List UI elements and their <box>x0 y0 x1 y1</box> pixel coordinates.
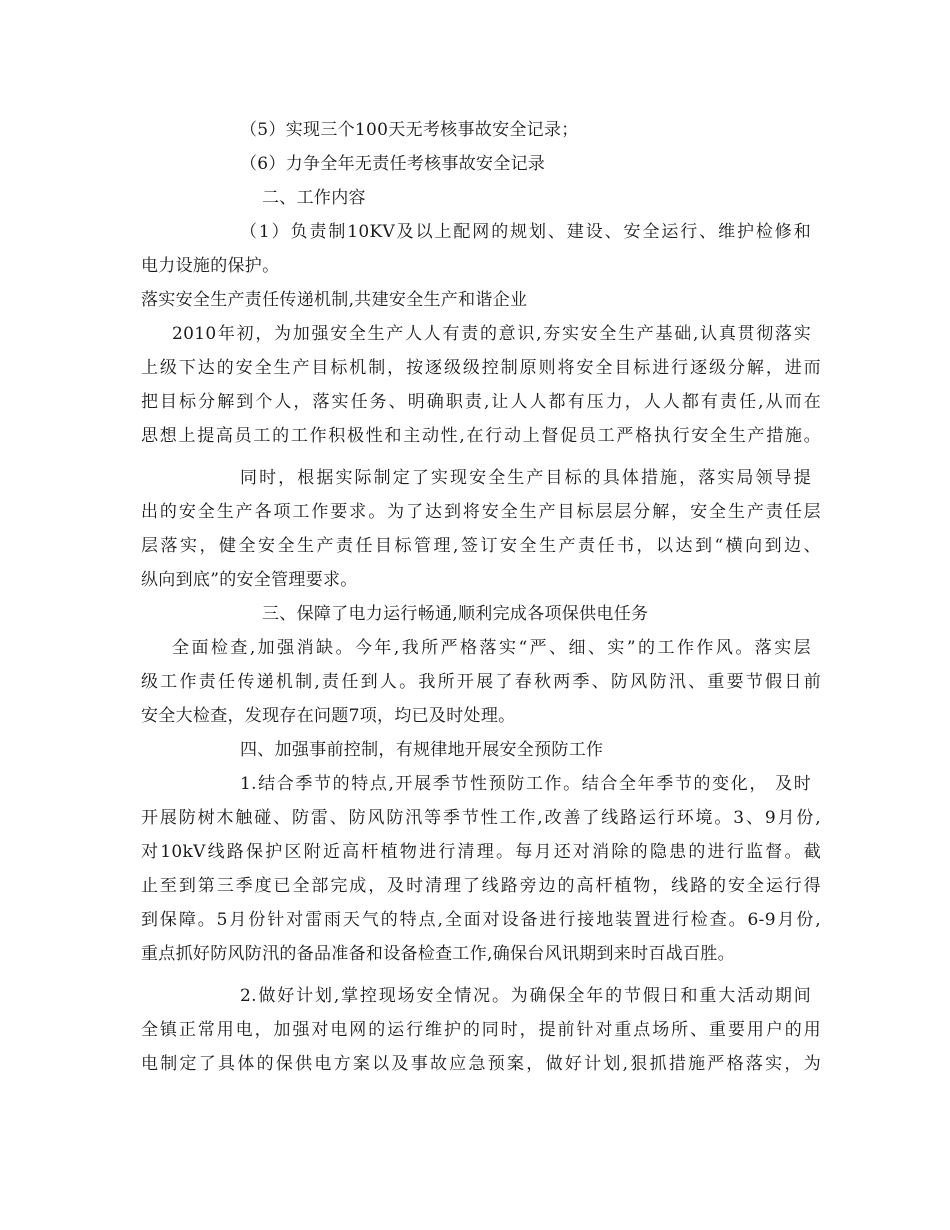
paragraph-line: （5）实现三个100天无考核事故安全记录； <box>240 120 579 140</box>
paragraph-line: 开展防树木触碰、防雷、防风防汛等季节性工作,改善了线路运行环境。3、9月份, <box>141 808 821 828</box>
section-heading: 三、保障了电力运行畅通,顺利完成各项保供电任务 <box>262 604 649 624</box>
paragraph-line: 重点抓好防风防汛的备品准备和设备检查工作,确保台风讯期到来时百战百胜。 <box>141 944 735 964</box>
paragraph-line: 2010年初，为加强安全生产人人有责的意识,夯实安全生产基础,认真贯彻落实 <box>172 324 811 344</box>
paragraph-line: 思想上提高员工的工作积极性和主动性,在行动上督促员工严格执行安全生产措施。 <box>141 426 821 446</box>
paragraph-line: 安全大检查，发现存在问题7项，均已及时处理。 <box>141 706 516 726</box>
paragraph-line: 同时，根据实际制定了实现安全生产目标的具体措施，落实局领导提 <box>240 468 811 488</box>
paragraph-line: 止至到第三季度已全部完成，及时清理了线路旁边的高杆植物，线路的安全运行得 <box>141 876 821 896</box>
paragraph-line: 上级下达的安全生产目标机制，按逐级级控制原则将安全目标进行逐级分解，进而 <box>141 358 821 378</box>
section-heading: 四、加强事前控制，有规律地开展安全预防工作 <box>240 740 604 760</box>
section-heading: 二、工作内容 <box>262 188 366 208</box>
paragraph-line: 全面检查,加强消缺。今年,我所严格落实“严、细、实”的工作作风。落实层 <box>172 638 811 658</box>
paragraph-line: 2.做好计划,掌控现场安全情况。为确保全年的节假日和重大活动期间 <box>240 986 811 1006</box>
paragraph-line: 全镇正常用电，加强对电网的运行维护的同时，提前针对重点场所、重要用户的用 <box>141 1020 821 1040</box>
paragraph-line: 对10kV线路保护区附近高杆植物进行清理。每月还对消除的隐患的进行监督。截 <box>141 842 821 862</box>
paragraph-line: 纵向到底”的安全管理要求。 <box>141 570 358 590</box>
paragraph-line: 级工作责任传递机制,责任到人。我所开展了春秋两季、防风防汛、重要节假日前 <box>141 672 821 692</box>
paragraph-line: 到保障。5月份针对雷雨天气的特点,全面对设备进行接地装置进行检查。6-9月份, <box>141 910 821 930</box>
paragraph-line: 把目标分解到个人，落实任务、明确职责,让人人都有压力，人人都有责任,从而在 <box>141 392 821 412</box>
paragraph-line: （1）负责制10KV及以上配网的规划、建设、安全运行、维护检修和 <box>240 222 811 242</box>
paragraph-line: 电力设施的保护。 <box>141 256 280 276</box>
paragraph-line: （6）力争全年无责任考核事故安全记录 <box>240 154 546 174</box>
paragraph-line: 1.结合季节的特点,开展季节性预防工作。结合全年季节的变化， 及时 <box>240 774 811 794</box>
paragraph-line: 出的安全生产各项工作要求。为了达到将安全生产目标层层分解，安全生产责任层 <box>141 502 821 522</box>
paragraph-line: 电制定了具体的保供电方案以及事故应急预案，做好计划,狠抓措施严格落实，为 <box>141 1054 821 1074</box>
paragraph-line: 层落实，健全安全生产责任目标管理,签订安全生产责任书，以达到“横向到边、 <box>141 536 821 556</box>
section-heading: 落实安全生产责任传递机制,共建安全生产和谐企业 <box>141 290 528 310</box>
